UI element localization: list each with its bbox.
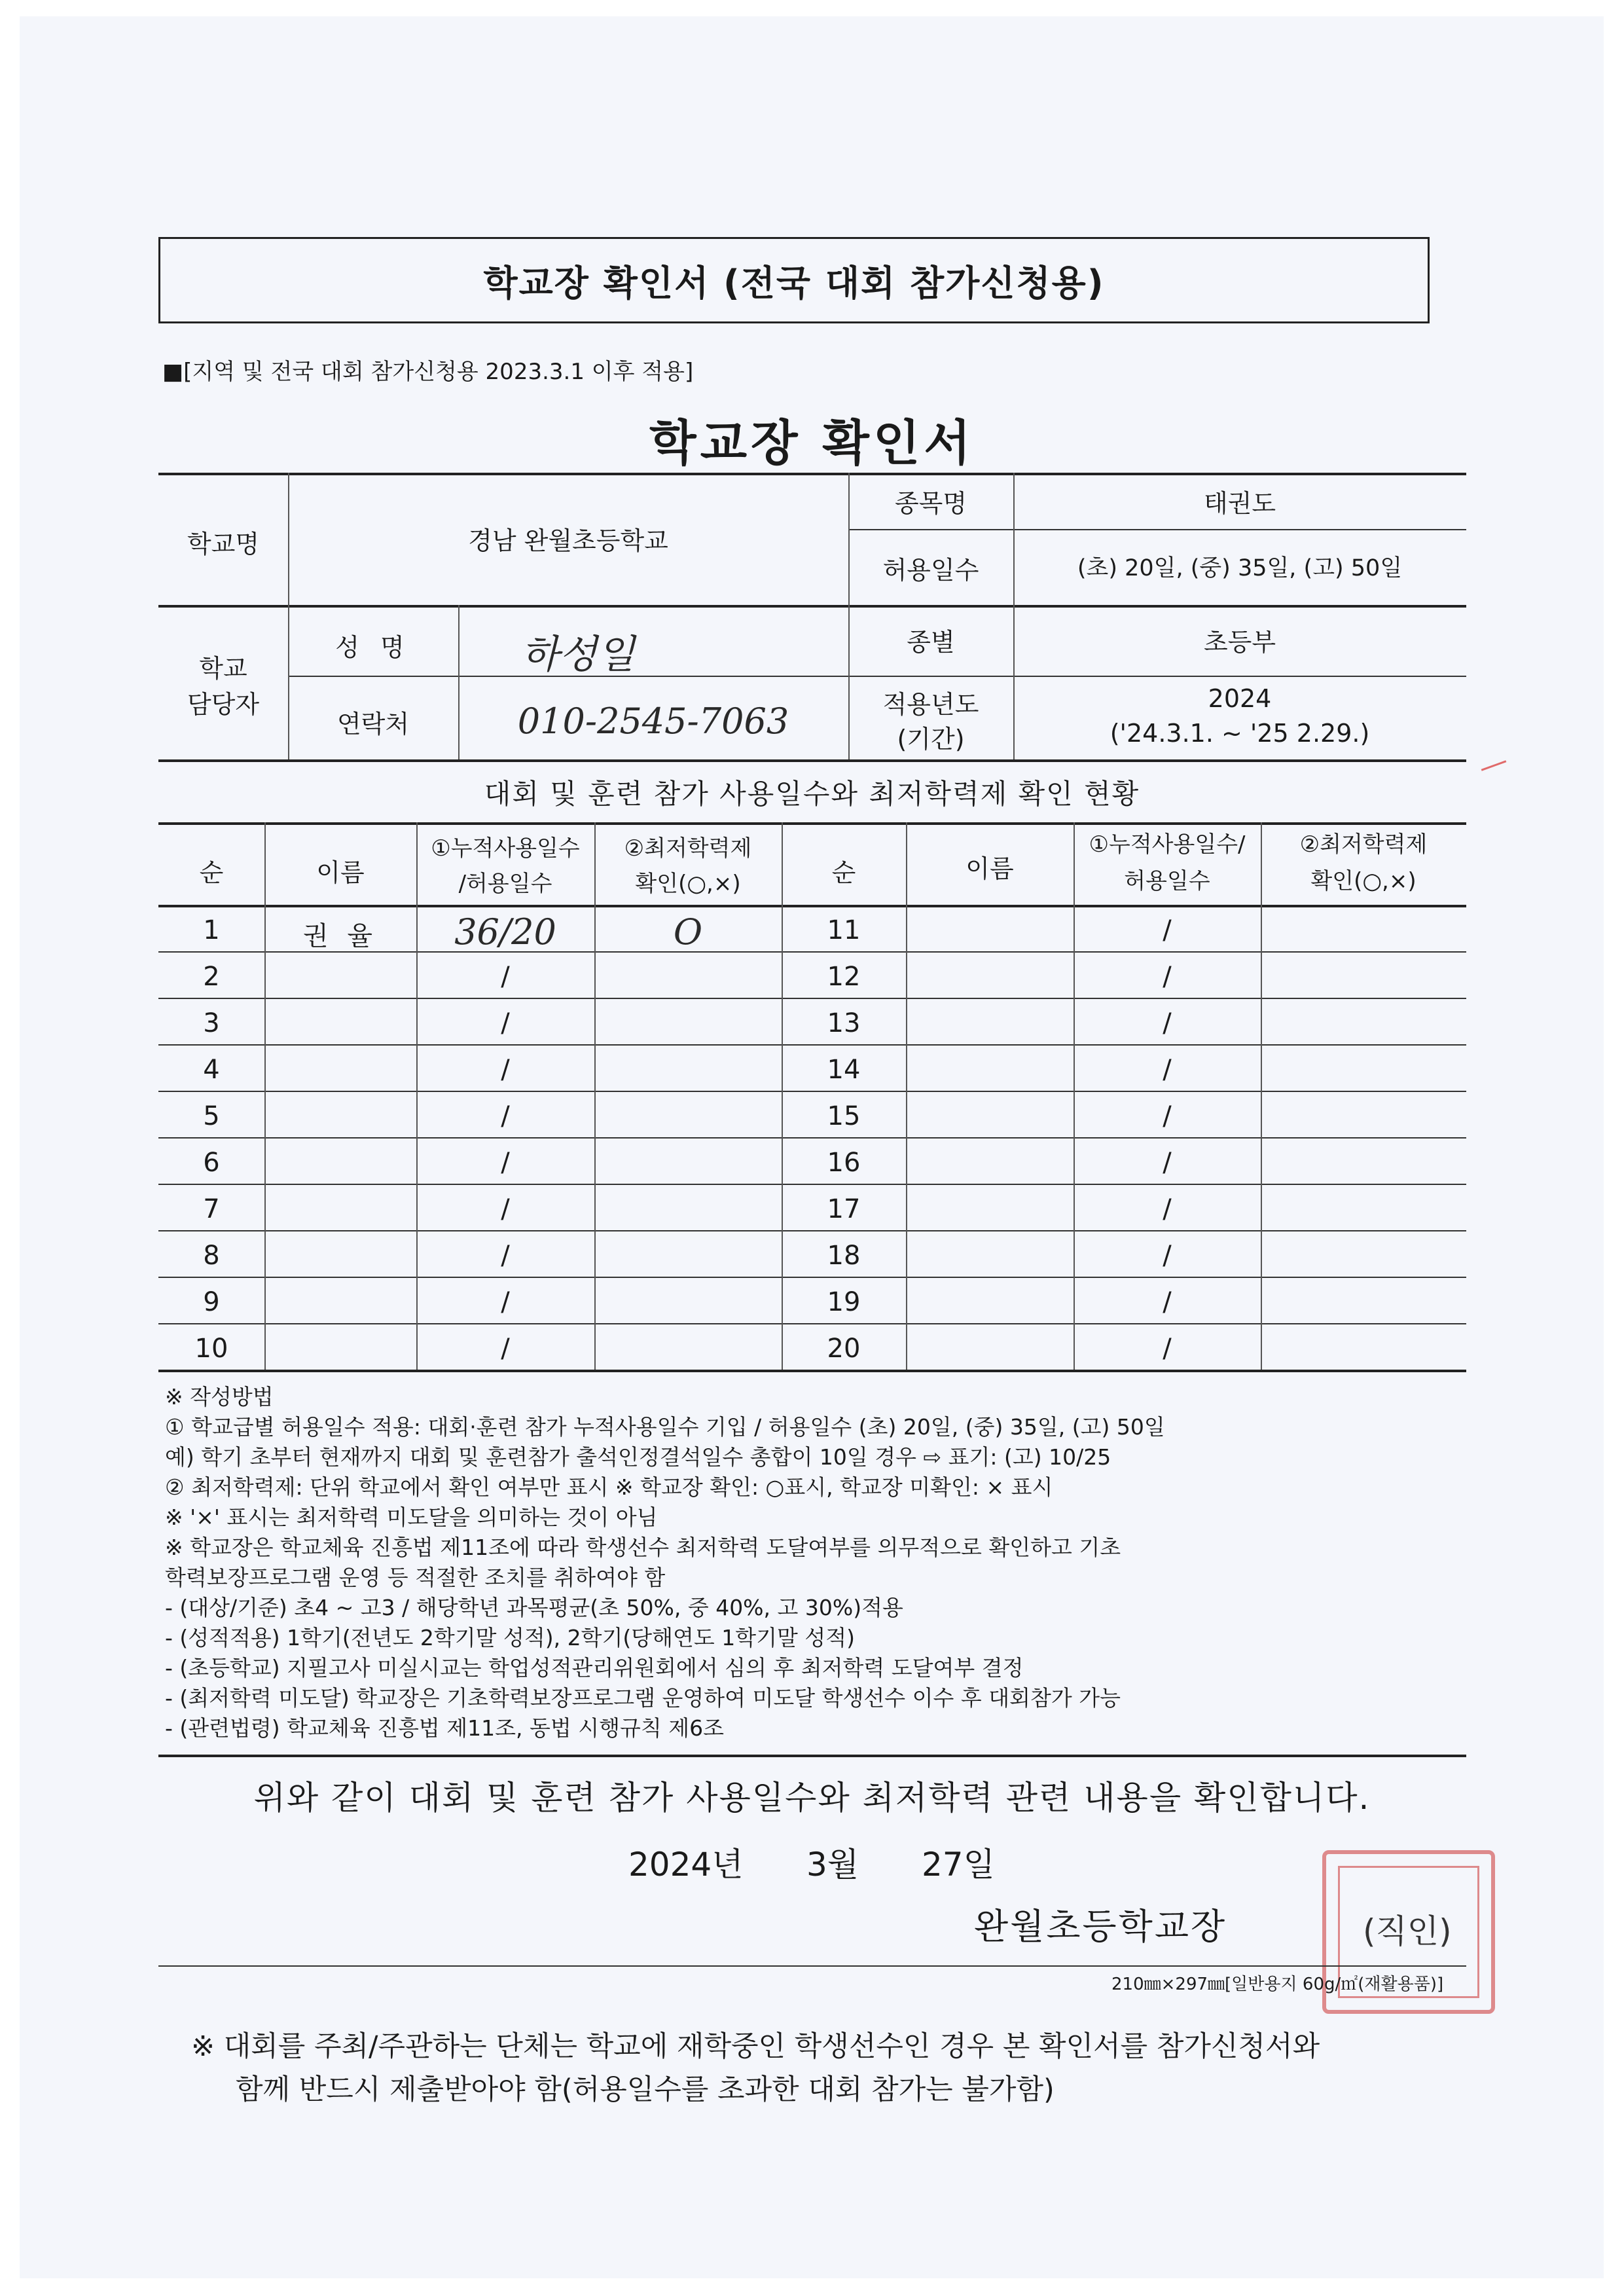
table-row-left-no: 10: [194, 1334, 228, 1364]
header-days-left-line2: /허용일수: [458, 871, 552, 897]
note-line: ※ '×' 표시는 최저학력 미도달을 의미하는 것이 아님: [165, 1504, 658, 1530]
rule-manager-bottom: [158, 759, 1466, 762]
year-label-line2: (기간): [897, 725, 965, 754]
table-row-right-days: /: [1163, 1055, 1172, 1085]
note-line: - (관련법령) 학교체육 진흥법 제11조, 동법 시행규칙 제6조: [165, 1715, 724, 1741]
applicability-note: ■[지역 및 전국 대회 참가신청용 2023.3.1 이후 적용]: [162, 359, 694, 385]
table-row-left-days: /: [501, 1008, 510, 1038]
table-row-left-no: 4: [203, 1055, 220, 1085]
header-name-left: 이름: [316, 858, 365, 887]
confirmation-statement: 위와 같이 대회 및 훈련 참가 사용일수와 최저학력 관련 내용을 확인합니다.: [253, 1779, 1371, 1817]
footnote-line: ※ 대회를 주최/주관하는 단체는 학교에 재학중인 학생선수인 경우 본 확인서를 참가신청서와: [191, 2030, 1320, 2063]
table-row-left-no: 6: [203, 1148, 220, 1178]
paper-rule: [158, 1965, 1466, 1967]
note-line: ※ 학교장은 학교체육 진흥법 제11조에 따라 학생선수 최저학력 도달여부를 의무적으로 확인하고 기초: [165, 1535, 1121, 1560]
table-row-left-days: /: [501, 962, 510, 992]
header-no-right: 순: [831, 858, 856, 887]
table-row-left-no: 5: [203, 1101, 220, 1131]
table-row-right-no: 11: [827, 915, 861, 945]
confirm-top-rule: [158, 1755, 1466, 1757]
note-line: ※ 작성방법: [165, 1384, 274, 1410]
table-row-left-days: /: [501, 1334, 510, 1364]
allowed-days-value: (초) 20일, (중) 35일, (고) 50일: [1077, 555, 1403, 581]
rule-school-mid: [848, 529, 1466, 530]
note-line: - (초등학교) 지필고사 미실시교는 학업성적관리위원회에서 심의 후 최저학력 도달여부 결정: [165, 1655, 1024, 1681]
manager-contact-label: 연락처: [336, 710, 410, 738]
document-title-box: 학교장 확인서 (전국 대회 참가신청용): [158, 237, 1430, 323]
table-row-left-days: /: [501, 1194, 510, 1224]
date-day: 27일: [922, 1846, 995, 1884]
info-table-top-rule: [158, 473, 1466, 475]
table-row-rule: [158, 998, 1466, 999]
header-check-left-line1: ②최저학력제: [624, 835, 752, 862]
allowed-days-label: 허용일수: [882, 556, 979, 585]
note-line: 학력보장프로그램 운영 등 적절한 조치를 취하여야 함: [165, 1565, 666, 1590]
date-month: 3월: [806, 1846, 859, 1884]
table-vrule-1: [264, 822, 266, 1370]
date-year: 2024년: [628, 1846, 744, 1884]
header-check-right-line1: ②최저학력제: [1299, 831, 1428, 858]
table-row-rule: [158, 1137, 1466, 1139]
table-row-rule: [158, 1044, 1466, 1046]
note-line: ① 학교급별 허용일수 적용: 대회·훈련 참가 누적사용일수 기입 / 허용일수 (초) 20일, (중) 35일, (고) 50일: [165, 1414, 1165, 1440]
table-row-right-days: /: [1163, 915, 1172, 945]
table-vrule-3: [594, 822, 596, 1370]
document-subtitle: 학교장 확인서: [649, 415, 975, 471]
table-row-left-no: 8: [203, 1241, 220, 1271]
table-row-rule: [158, 1230, 1466, 1231]
division-value: 초등부: [1203, 628, 1276, 657]
table-row-rule: [158, 1091, 1466, 1092]
table-row-left-days: /: [501, 1101, 510, 1131]
table-row-right-days: /: [1163, 1148, 1172, 1178]
table-row-left-days: /: [501, 1241, 510, 1271]
table-row-left-no: 9: [203, 1287, 220, 1317]
header-days-left-line1: ①누적사용일수: [431, 835, 580, 862]
header-check-right-line2: 확인(○,×): [1310, 868, 1416, 894]
year-label-line1: 적용년도: [882, 690, 979, 719]
header-check-left-line2: 확인(○,×): [635, 871, 741, 897]
seal-label: (직인): [1363, 1912, 1452, 1950]
table-row-left-no: 3: [203, 1008, 220, 1038]
table-header-rule: [158, 905, 1466, 907]
table-row-right-days: /: [1163, 1101, 1172, 1131]
year-value: 2024: [1208, 684, 1272, 713]
table-row-right-days: /: [1163, 962, 1172, 992]
table-row-left-days: /: [501, 1287, 510, 1317]
table-row-right-days: /: [1163, 1287, 1172, 1317]
table-top-rule: [158, 822, 1466, 825]
table-row-left-no: 2: [203, 962, 220, 992]
table-row-rule: [158, 1323, 1466, 1324]
table-row-left-no: 1: [203, 915, 220, 945]
table-row-right-no: 12: [827, 962, 861, 992]
event-label: 종목명: [894, 489, 967, 518]
table-row-right-no: 18: [827, 1241, 861, 1271]
manager-name-value: 하성일: [521, 632, 635, 678]
table-vrule-7: [1261, 822, 1262, 1370]
event-value: 태권도: [1203, 489, 1276, 518]
table-row-right-no: 17: [827, 1194, 861, 1224]
table-vrule-5: [906, 822, 907, 1370]
table-row-rule: [158, 1184, 1466, 1185]
table-row-left-check: O: [673, 911, 703, 953]
note-line: - (성적적용) 1학기(전년도 2학기말 성적), 2학기(당해연도 1학기말 성적): [165, 1625, 856, 1650]
table-row-left-days: /: [501, 1055, 510, 1085]
rule-school-bottom: [158, 605, 1466, 608]
table-row-right-days: /: [1163, 1194, 1172, 1224]
table-row-right-no: 19: [827, 1287, 861, 1317]
footnote-line: 함께 반드시 제출받아야 함(허용일수를 초과한 대회 참가는 불가함): [236, 2073, 1055, 2106]
manager-label-line1: 학교: [199, 654, 247, 683]
header-no-left: 순: [199, 858, 224, 887]
table-row-right-no: 20: [827, 1334, 861, 1364]
paper-spec: 210㎜×297㎜[일반용지 60g/㎡(재활용품)]: [1111, 1975, 1444, 1994]
table-row-right-days: /: [1163, 1241, 1172, 1271]
manager-name-label: 성 명: [335, 633, 411, 662]
header-days-right-line2: 허용일수: [1124, 868, 1210, 894]
school-name-value: 경남 완월초등학교: [468, 526, 668, 555]
school-name-label: 학교명: [187, 530, 260, 558]
manager-contact-value: 010-2545-7063: [517, 701, 789, 742]
manager-label-line2: 담당자: [187, 690, 260, 719]
table-row-left-days: /: [501, 1148, 510, 1178]
table-row-left-days: 36/20: [454, 911, 556, 953]
table-row-rule: [158, 1277, 1466, 1278]
table-row-right-days: /: [1163, 1008, 1172, 1038]
principal-signature-label: 완월초등학교장: [974, 1906, 1227, 1947]
table-row-right-days: /: [1163, 1334, 1172, 1364]
table-bottom-rule: [158, 1370, 1466, 1372]
period-value: ('24.3.1. ~ '25 2.29.): [1110, 719, 1370, 748]
division-label: 종별: [907, 628, 955, 657]
table-row-right-no: 16: [827, 1148, 861, 1178]
note-line: - (대상/기준) 초4 ~ 고3 / 해당학년 과목평균(초 50%, 중 40%, 고 30%)적용: [165, 1595, 903, 1620]
table-row-right-no: 15: [827, 1101, 861, 1131]
table-row-right-no: 13: [827, 1008, 861, 1038]
table-row-left-no: 7: [203, 1194, 220, 1224]
note-line: - (최저학력 미도달) 학교장은 기초학력보장프로그램 운영하여 미도달 학생선수 이수 후 대회참가 가능: [165, 1685, 1121, 1711]
table-row-right-no: 14: [827, 1055, 861, 1085]
section-title: 대회 및 훈련 참가 사용일수와 최저학력제 확인 현황: [484, 778, 1140, 810]
header-name-right: 이름: [965, 854, 1014, 883]
table-row-left-name: 권 율: [303, 921, 378, 951]
note-line: ② 최저학력제: 단위 학교에서 확인 여부만 표시 ※ 학교장 확인: ○표시, 학교장 미확인: × 표시: [165, 1474, 1053, 1500]
header-days-right-line1: ①누적사용일수/: [1089, 831, 1246, 858]
note-line: 예) 학기 초부터 현재까지 대회 및 훈련참가 출석인정결석일수 총합이 10일 경우 ⇨ 표기: (고) 10/25: [165, 1444, 1111, 1470]
